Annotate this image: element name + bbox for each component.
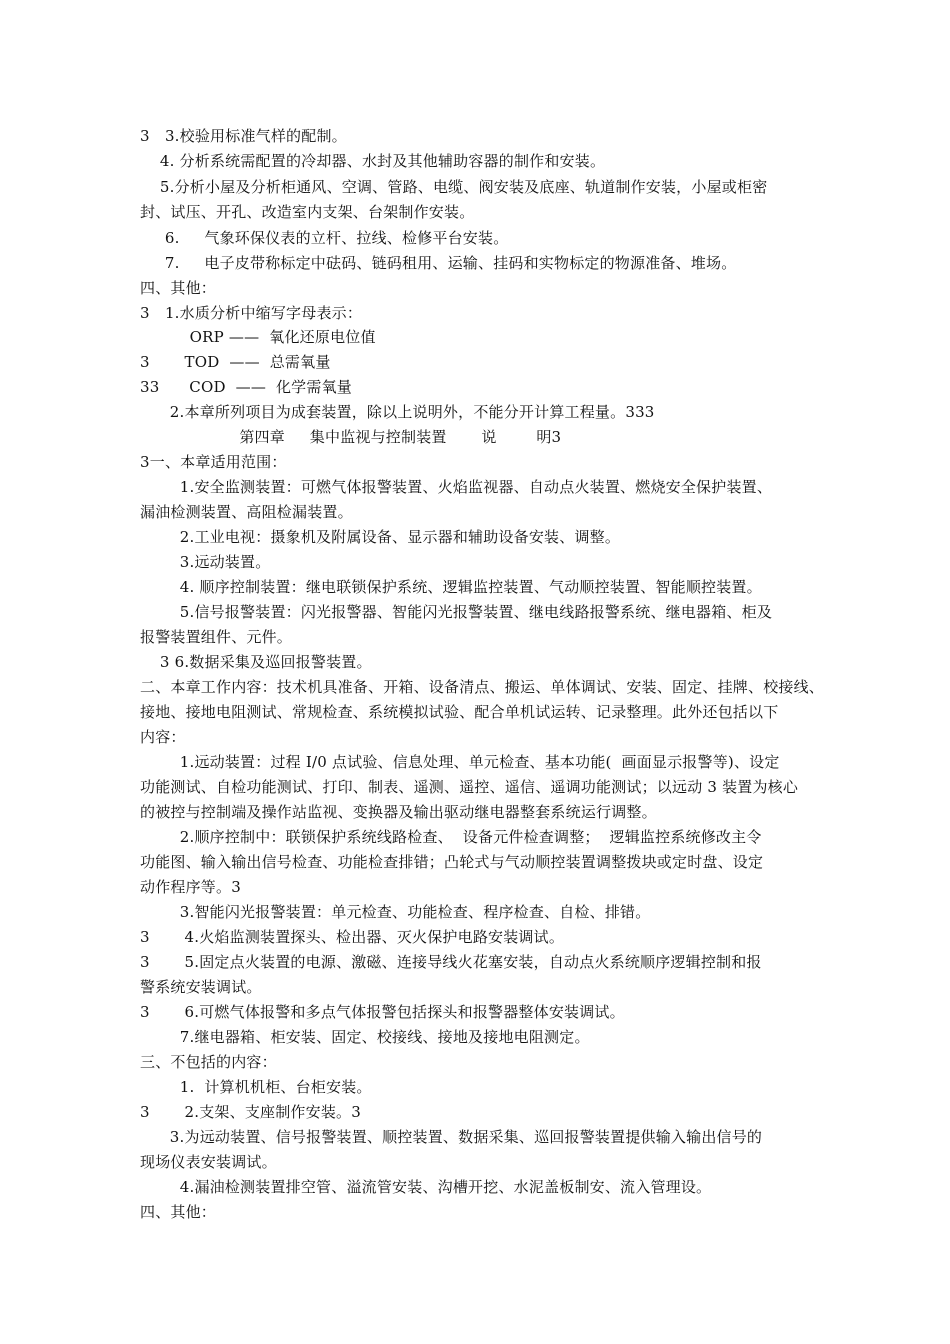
text-line: 2.本章所列项目为成套装置，除以上说明外，不能分开计算工程量。333 bbox=[140, 403, 655, 421]
text-line: 报警装置组件、元件。 bbox=[140, 628, 293, 646]
section-heading: 四、其他： bbox=[140, 279, 217, 297]
text-line: 3 4.火焰监测装置探头、检出器、灭火保护电路安装调试。 bbox=[140, 928, 565, 946]
text-line: 2.顺序控制中：联锁保护系统线路检查、 设备元件检查调整； 逻辑监控系统修改主令 bbox=[140, 828, 762, 846]
text-line: 6. 气象环保仪表的立杆、拉线、检修平台安装。 bbox=[140, 229, 509, 247]
section-heading: 三、不包括的内容： bbox=[140, 1053, 277, 1071]
text-line: 4. 顺序控制装置：继电联锁保护系统、逻辑监控装置、气动顺控装置、智能顺控装置。 bbox=[140, 578, 762, 596]
section-heading: 3一、本章适用范围： bbox=[140, 453, 287, 471]
text-line: 7.继电器箱、柜安装、固定、校接线、接地及接地电阻测定。 bbox=[140, 1028, 590, 1046]
text-line: 接地、接地电阻测试、常规检查、系统模拟试验、配合单机试运转、记录整理。此外还包括以下 bbox=[140, 703, 779, 721]
text-line: 功能测试、自检功能测试、打印、制表、遥测、遥控、遥信、遥调功能测试；以远动 3 装置为核心 bbox=[140, 778, 799, 796]
text-line: 3.智能闪光报警装置：单元检查、功能检查、程序检查、自检、排错。 bbox=[140, 903, 651, 921]
text-line: 漏油检测装置、高阻检漏装置。 bbox=[140, 503, 353, 521]
text-line: 3 5.固定点火装置的电源、激磁、连接导线火花塞安装，自动点火系统顺序逻辑控制和报 bbox=[140, 953, 762, 971]
text-line: 4.漏油检测装置排空管、溢流管安装、沟槽开挖、水泥盖板制安、流入管理设。 bbox=[140, 1178, 712, 1196]
text-line: 7. 电子皮带称标定中砝码、链码租用、运输、挂码和实物标定的物源准备、堆场。 bbox=[140, 254, 737, 272]
chapter-title: 第四章 集中监视与控制装置 说 明3 bbox=[140, 428, 562, 446]
text-line: 功能图、输入输出信号检查、功能检查排错；凸轮式与气动顺控装置调整拨块或定时盘、设定 bbox=[140, 853, 764, 871]
text-line: 4. 分析系统需配置的冷却器、水封及其他辅助容器的制作和安装。 bbox=[140, 152, 606, 170]
text-line: 警系统安装调试。 bbox=[140, 978, 262, 996]
section-heading: 四、其他： bbox=[140, 1203, 217, 1221]
text-line: 1.安全监测装置：可燃气体报警装置、火焰监视器、自动点火装置、燃烧安全保护装置、 bbox=[140, 478, 773, 496]
text-line: 动作程序等。3 bbox=[140, 878, 241, 896]
text-line: 封、试压、开孔、改造室内支架、台架制作安装。 bbox=[140, 203, 475, 221]
text-line: 3 6.数据采集及巡回报警装置。 bbox=[140, 653, 372, 671]
text-line: ORP —— 氧化还原电位值 bbox=[140, 328, 376, 346]
text-line: 3 1.水质分析中缩写字母表示： bbox=[140, 304, 363, 322]
text-line: 3 3.校验用标准气样的配制。 bbox=[140, 127, 347, 145]
text-line: 3 6.可燃气体报警和多点气体报警包括探头和报警器整体安装调试。 bbox=[140, 1003, 625, 1021]
text-line: 3 2.支架、支座制作安装。3 bbox=[140, 1103, 361, 1121]
text-line: 1.远动装置：过程 I/0 点试验、信息处理、单元检查、基本功能( 画面显示报警等)、设定 bbox=[140, 753, 780, 771]
text-line: 2.工业电视：摄象机及附属设备、显示器和辅助设备安装、调整。 bbox=[140, 528, 621, 546]
text-line: 1. 计算机机柜、台柜安装。 bbox=[140, 1078, 372, 1096]
text-line: 3.远动装置。 bbox=[140, 553, 271, 571]
text-line: 的被控与控制端及操作站监视、变换器及输出驱动继电器整套系统运行调整。 bbox=[140, 803, 657, 821]
text-line: 5.分析小屋及分析柜通风、空调、管路、电缆、阀安装及底座、轨道制作安装，小屋或柜密 bbox=[140, 178, 768, 196]
text-line: 33 COD —— 化学需氧量 bbox=[140, 378, 352, 396]
section-heading: 二、本章工作内容：技术机具准备、开箱、设备清点、搬运、单体调试、安装、固定、挂牌、校接线、 bbox=[140, 678, 825, 696]
text-line: 内容： bbox=[140, 728, 186, 746]
text-line: 3.为远动装置、信号报警装置、顺控装置、数据采集、巡回报警装置提供输入输出信号的 bbox=[140, 1128, 763, 1146]
text-line: 现场仪表安装调试。 bbox=[140, 1153, 277, 1171]
text-line: 3 TOD —— 总需氧量 bbox=[140, 353, 331, 371]
text-line: 5.信号报警装置：闪光报警器、智能闪光报警装置、继电线路报警系统、继电器箱、柜及 bbox=[140, 603, 773, 621]
